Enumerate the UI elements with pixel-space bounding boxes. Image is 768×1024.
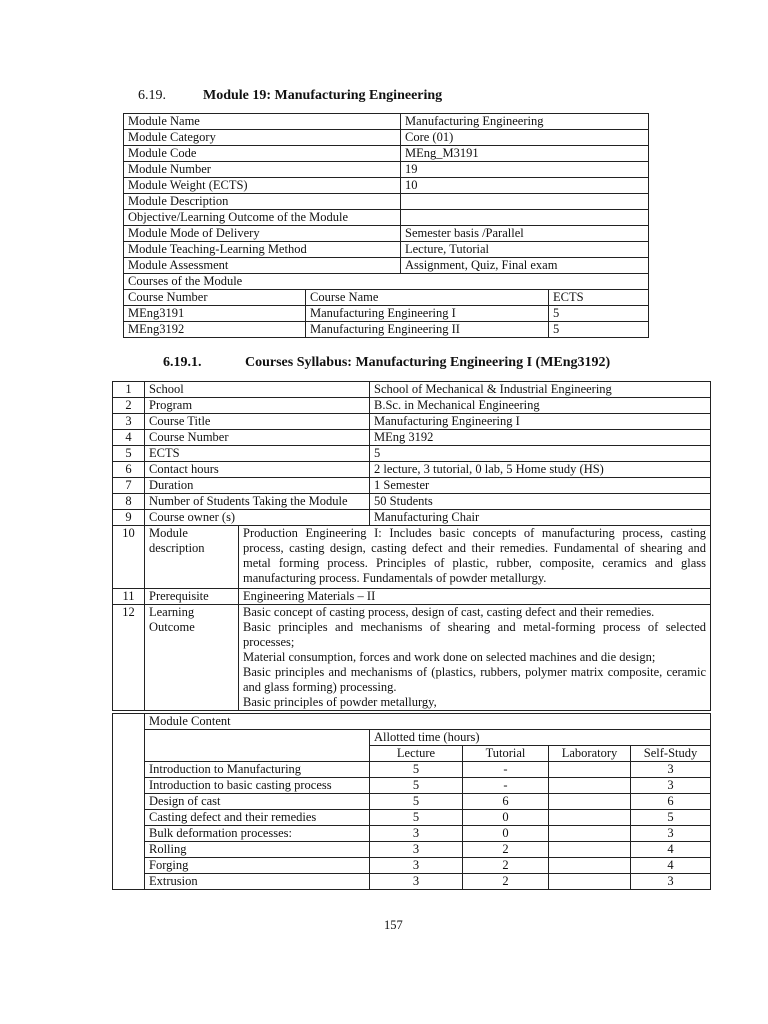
lecture-hours: 5 (370, 762, 463, 778)
courses-table (123, 273, 649, 338)
row-number: 9 (113, 510, 145, 526)
row-number: 2 (113, 398, 145, 414)
self-study-hours: 6 (631, 794, 711, 810)
row-label: Prerequisite (145, 589, 239, 605)
module-row (124, 162, 649, 178)
row-label: School (145, 382, 370, 398)
syllabus-row (113, 462, 711, 478)
module-row (124, 258, 649, 274)
self-study-hours: 4 (631, 858, 711, 874)
topic-name: Casting defect and their remedies (145, 810, 370, 826)
module-field-value (401, 194, 649, 210)
row-number: 3 (113, 414, 145, 430)
module-field-label: Objective/Learning Outcome of the Module (124, 210, 401, 226)
course-name-header: Course Name (306, 290, 549, 306)
row-label: Course owner (s) (145, 510, 370, 526)
topic-name: Rolling (145, 842, 370, 858)
content-row (113, 858, 711, 874)
module-row (124, 130, 649, 146)
section-title: Module 19: Manufacturing Engineering (203, 88, 443, 103)
subsection-heading (163, 355, 611, 371)
syllabus-row (113, 446, 711, 462)
row-number: 11 (113, 589, 145, 605)
page-number: 157 (384, 918, 403, 932)
content-row (113, 810, 711, 826)
module-field-value: Lecture, Tutorial (401, 242, 649, 258)
module-content-label: Module Content (145, 714, 711, 730)
lecture-hours: 3 (370, 874, 463, 890)
laboratory-hours (549, 778, 631, 794)
tutorial-hours: 0 (463, 826, 549, 842)
laboratory-hours (549, 794, 631, 810)
content-row (113, 826, 711, 842)
row-label: Module description (145, 526, 239, 589)
row-label: Learning Outcome (145, 605, 239, 711)
module-field-label: Module Description (124, 194, 401, 210)
learning-outcome-line: Basic principles and mechanisms of (plastics, rubbers, polymer matrix composite, ceramic and glass forming) processing. (243, 665, 707, 694)
row-value: Manufacturing Chair (370, 510, 711, 526)
module-content-table (112, 713, 711, 890)
lecture-hours: 5 (370, 778, 463, 794)
syllabus-row (113, 430, 711, 446)
module-row (124, 226, 649, 242)
module-field-value: Semester basis /Parallel (401, 226, 649, 242)
module-row (124, 194, 649, 210)
subsection-number: 6.19.1. (163, 355, 202, 370)
syllabus-row (113, 398, 711, 414)
course-number: MEng3191 (124, 306, 306, 322)
row-label: Number of Students Taking the Module (145, 494, 370, 510)
tutorial-header: Tutorial (463, 746, 549, 762)
row-value: MEng 3192 (370, 430, 711, 446)
module-field-label: Module Category (124, 130, 401, 146)
lecture-hours: 5 (370, 810, 463, 826)
module-field-label: Module Teaching-Learning Method (124, 242, 401, 258)
module-row (124, 178, 649, 194)
row-label: Contact hours (145, 462, 370, 478)
module-row (124, 114, 649, 130)
tutorial-hours: 2 (463, 842, 549, 858)
topic-name: Bulk deformation processes: (145, 826, 370, 842)
row-label: Course Number (145, 430, 370, 446)
topic-name: Introduction to Manufacturing (145, 762, 370, 778)
self-study-hours: 5 (631, 810, 711, 826)
tutorial-hours: 2 (463, 874, 549, 890)
module-field-value: Assignment, Quiz, Final exam (401, 258, 649, 274)
syllabus-row (113, 510, 711, 526)
module-field-label: Module Name (124, 114, 401, 130)
syllabus-row (113, 478, 711, 494)
self-study-hours: 3 (631, 762, 711, 778)
laboratory-hours (549, 810, 631, 826)
row-number: 4 (113, 430, 145, 446)
self-study-hours: 3 (631, 778, 711, 794)
self-study-header: Self-Study (631, 746, 711, 762)
row-value: 50 Students (370, 494, 711, 510)
prerequisite-text: Engineering Materials – II (239, 589, 711, 605)
learning-outcome-text (239, 605, 711, 711)
laboratory-hours (549, 762, 631, 778)
tutorial-hours: - (463, 778, 549, 794)
module-field-value (401, 210, 649, 226)
row-value: B.Sc. in Mechanical Engineering (370, 398, 711, 414)
laboratory-header: Laboratory (549, 746, 631, 762)
topic-name: Forging (145, 858, 370, 874)
ects-header: ECTS (549, 290, 649, 306)
module-field-value: 19 (401, 162, 649, 178)
module-row (124, 242, 649, 258)
lecture-hours: 5 (370, 794, 463, 810)
module-field-label: Module Code (124, 146, 401, 162)
row-label: ECTS (145, 446, 370, 462)
row-value: 5 (370, 446, 711, 462)
row-number: 1 (113, 382, 145, 398)
subsection-title: Courses Syllabus: Manufacturing Engineering I (MEng3192) (245, 355, 611, 370)
learning-outcome-line: Basic principles of powder metallurgy, (243, 695, 437, 709)
self-study-hours: 3 (631, 874, 711, 890)
row-label: Course Title (145, 414, 370, 430)
module-field-value: Manufacturing Engineering (401, 114, 649, 130)
module-row (124, 210, 649, 226)
course-name: Manufacturing Engineering I (306, 306, 549, 322)
content-row (113, 842, 711, 858)
content-row (113, 794, 711, 810)
row-number: 6 (113, 462, 145, 478)
syllabus-table (112, 381, 711, 711)
lecture-hours: 3 (370, 842, 463, 858)
laboratory-hours (549, 858, 631, 874)
tutorial-hours: 2 (463, 858, 549, 874)
syllabus-row (113, 494, 711, 510)
row-value: 1 Semester (370, 478, 711, 494)
module-field-label: Module Number (124, 162, 401, 178)
row-number: 7 (113, 478, 145, 494)
learning-outcome-line: Basic concept of casting process, design of cast, casting defect and their remedies. (243, 605, 655, 619)
topic-name: Extrusion (145, 874, 370, 890)
self-study-hours: 3 (631, 826, 711, 842)
row-number: 8 (113, 494, 145, 510)
course-number-header: Course Number (124, 290, 306, 306)
row-value: 2 lecture, 3 tutorial, 0 lab, 5 Home study (HS) (370, 462, 711, 478)
module-field-value: 10 (401, 178, 649, 194)
self-study-hours: 4 (631, 842, 711, 858)
laboratory-hours (549, 826, 631, 842)
row-number: 12 (113, 605, 145, 711)
content-index-cell (113, 714, 145, 890)
section-heading (138, 88, 443, 104)
row-value: School of Mechanical & Industrial Engineering (370, 382, 711, 398)
module-field-value: MEng_M3191 (401, 146, 649, 162)
syllabus-row (113, 414, 711, 430)
tutorial-hours: 0 (463, 810, 549, 826)
lecture-hours: 3 (370, 858, 463, 874)
laboratory-hours (549, 842, 631, 858)
row-label: Duration (145, 478, 370, 494)
course-number: MEng3192 (124, 322, 306, 338)
lecture-hours: 3 (370, 826, 463, 842)
content-row (113, 778, 711, 794)
tutorial-hours: 6 (463, 794, 549, 810)
module-field-label: Module Weight (ECTS) (124, 178, 401, 194)
module-field-label: Module Mode of Delivery (124, 226, 401, 242)
course-ects: 5 (549, 306, 649, 322)
laboratory-hours (549, 874, 631, 890)
learning-outcome-line: Basic principles and mechanisms of shearing and metal-forming process of selected processes; (243, 620, 707, 649)
row-number: 10 (113, 526, 145, 589)
row-value: Manufacturing Engineering I (370, 414, 711, 430)
content-row (113, 762, 711, 778)
lecture-header: Lecture (370, 746, 463, 762)
tutorial-hours: - (463, 762, 549, 778)
module-description-text: Production Engineering I: Includes basic concepts of manufacturing process, casting process, casting design, casting defect and their remedies. Fundamental of shearing and metal forming process. Principles of plastic, rubber, composite, ceramics and glass manufacturing process. Fundamentals of powder metallurgy. (239, 526, 711, 589)
content-row (113, 874, 711, 890)
course-ects: 5 (549, 322, 649, 338)
module-table (123, 113, 649, 274)
syllabus-row (113, 382, 711, 398)
topic-name: Introduction to basic casting process (145, 778, 370, 794)
module-row (124, 146, 649, 162)
row-number: 5 (113, 446, 145, 462)
courses-of-module-label: Courses of the Module (124, 274, 649, 290)
allotted-time-header: Allotted time (hours) (370, 730, 711, 746)
row-label: Program (145, 398, 370, 414)
course-name: Manufacturing Engineering II (306, 322, 549, 338)
section-number: 6.19. (138, 88, 166, 103)
module-field-label: Module Assessment (124, 258, 401, 274)
module-field-value: Core (01) (401, 130, 649, 146)
topic-name: Design of cast (145, 794, 370, 810)
topic-header-cell (145, 730, 370, 762)
learning-outcome-line: Material consumption, forces and work done on selected machines and die design; (243, 650, 656, 664)
